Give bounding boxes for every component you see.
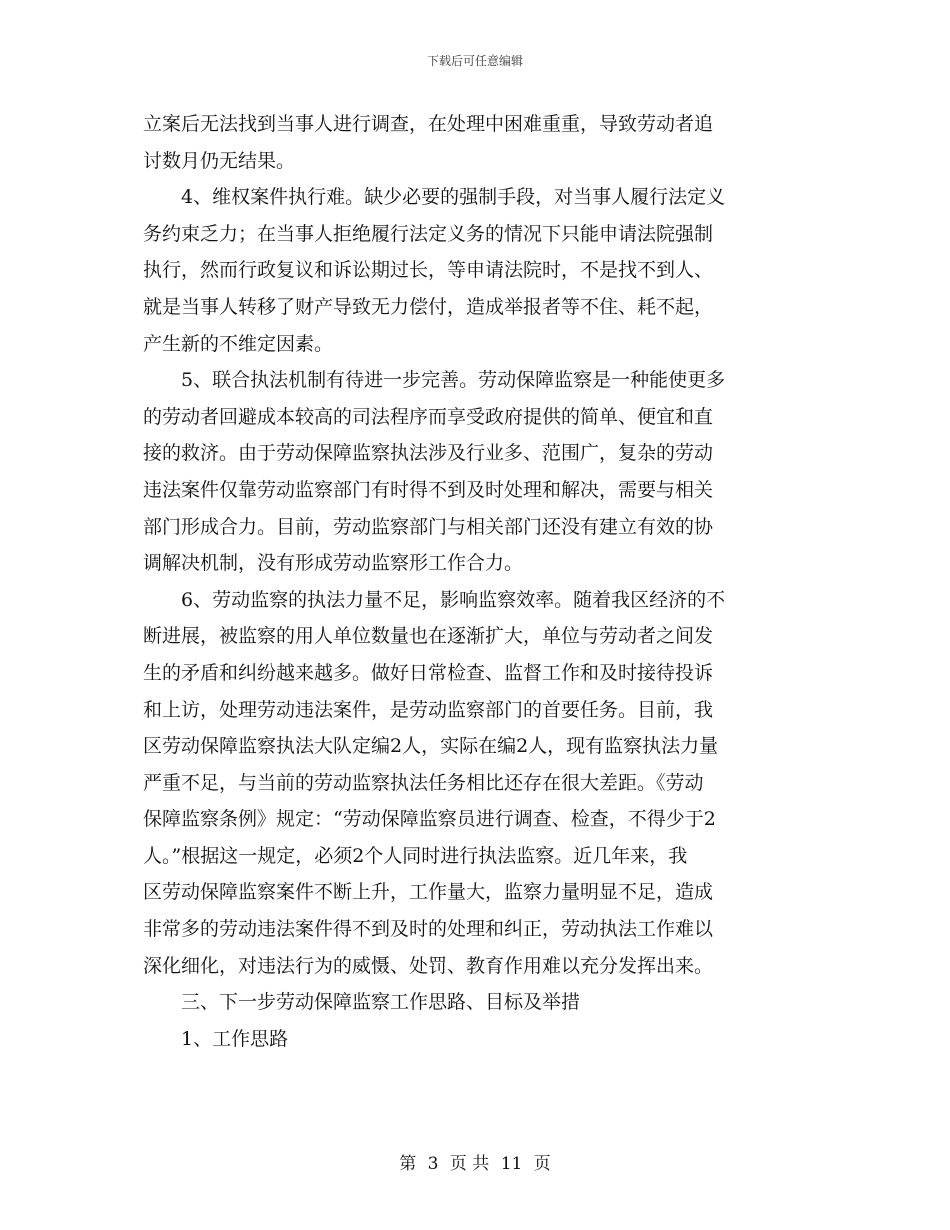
text-line: 人。”根据这一规定，必须2个人同时进行执法监察。近几年来，我 (143, 844, 688, 867)
text-line: 6、劳动监察的执法力量不足，影响监察效率。随着我区经济的不 (181, 588, 726, 611)
footer-suffix: 页 (533, 1154, 551, 1174)
text-line: 就是当事人转移了财产导致无力偿付，造成举报者等不住、耗不起， (143, 295, 714, 318)
text-line: 三、下一步劳动保障监察工作思路、目标及举措 (181, 991, 581, 1014)
text-line: 接的救济。由于劳动保障监察执法涉及行业多、范围广，复杂的劳动 (143, 442, 714, 465)
text-line: 4、维权案件执行难。缺少必要的强制手段，对当事人履行法定义 (181, 186, 726, 209)
text-line: 立案后无法找到当事人进行调查，在处理中困难重重，导致劳动者追 (143, 113, 714, 135)
text-line: 违法案件仅靠劳动监察部门有时得不到及时处理和解决，需要与相关 (143, 478, 714, 501)
text-line: 务约束乏力；在当事人拒绝履行法定义务的情况下只能申请法院强制 (143, 222, 714, 245)
page-footer (0, 1153, 950, 1175)
text-line: 区劳动保障监察执法大队定编2人，实际在编2人，现有监察执法力量 (143, 735, 719, 758)
text-line: 非常多的劳动违法案件得不到及时的处理和纠正，劳动执法工作难以 (143, 918, 714, 941)
text-line: 严重不足，与当前的劳动监察执法任务相比还存在很大差距。《劳动 (143, 771, 704, 794)
footer-prefix: 第 (399, 1154, 417, 1174)
text-line: 5、联合执法机制有待进一步完善。劳动保障监察是一种能使更多 (181, 369, 726, 392)
text-line: 和上访，处理劳动违法案件，是劳动监察部门的首要任务。目前，我 (143, 698, 714, 721)
text-line: 执行，然而行政复议和诉讼期过长，等申请法院时，不是找不到人、 (143, 259, 714, 282)
text-line: 讨数月仍无结果。 (143, 149, 296, 172)
text-line: 1、工作思路 (181, 1027, 289, 1050)
text-line: 区劳动保障监察案件不断上升，工作量大，监察力量明显不足，造成 (143, 881, 714, 904)
page-header: 下载后可任意编辑 (426, 54, 523, 68)
text-line: 生的矛盾和纠纷越来越多。做好日常检查、监督工作和及时接待投诉 (143, 661, 714, 684)
footer-mid: 页 共 (449, 1154, 490, 1174)
text-line: 部门形成合力。目前，劳动监察部门与相关部门还没有建立有效的协 (143, 515, 714, 538)
text-line: 产生新的不维定因素。 (143, 332, 334, 355)
body-text (143, 106, 811, 1057)
footer-page-number: 3 (427, 1154, 439, 1174)
text-line: 深化细化，对违法行为的威慑、处罚、教育作用难以充分发挥出来。 (143, 954, 714, 977)
text-line: 调解决机制，没有形成劳动监察形工作合力。 (143, 552, 524, 575)
text-line: 保障监察条例》规定：“劳动保障监察员进行调查、检查，不得少于2 (143, 808, 716, 831)
footer-total-pages: 11 (500, 1154, 523, 1174)
text-line: 断进展，被监察的用人单位数量也在逐渐扩大，单位与劳动者之间发 (143, 625, 714, 648)
text-line: 的劳动者回避成本较高的司法程序而享受政府提供的简单、便宜和直 (143, 405, 714, 428)
